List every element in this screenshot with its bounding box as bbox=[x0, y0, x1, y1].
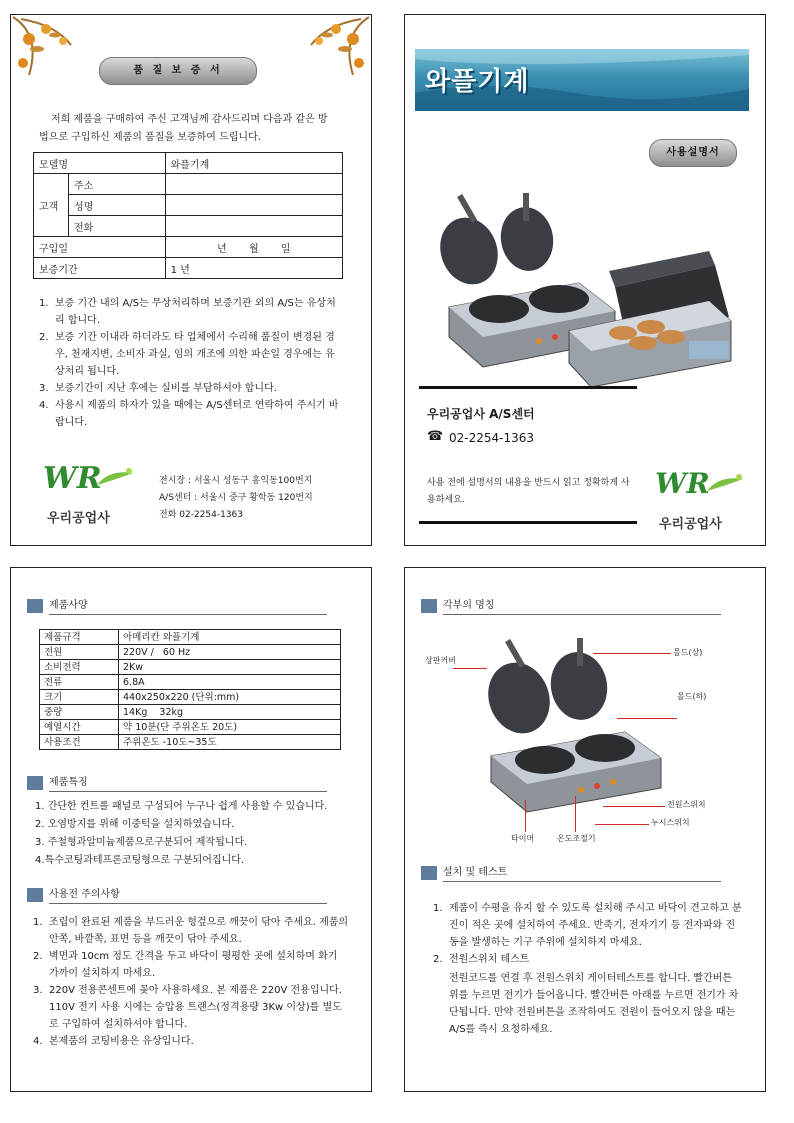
purchase-date-field[interactable]: 년 월 일 bbox=[165, 237, 342, 258]
callout-arrow bbox=[575, 796, 576, 832]
customer-label: 고객 bbox=[34, 174, 69, 237]
waffle-machine-diagram bbox=[475, 636, 675, 816]
table-row: 예열시간 약 10분(단 주위온도 20도) bbox=[40, 720, 341, 735]
logo-mark: WR bbox=[655, 467, 710, 500]
section-square-icon bbox=[27, 599, 43, 613]
list-item: 4. 사용시 제품의 하자가 있을 때에는 A/S센터로 연락하여 주시기 바랍니다. bbox=[39, 400, 339, 428]
parts-page bbox=[404, 567, 766, 1092]
persimmon-decoration-left-icon bbox=[11, 15, 81, 95]
power-test-text: 전원코드를 연결 후 전원스위치 게이터테스트를 합니다. 빨간버튼 위를 누르면 전기가 들어옵니다. 빨간버튼 아래를 누르면 전기가 차단됩니다. 만약 전원버튼을 조작하여도 전원이 들어오지 않을 때는 A/S를 즉시 요청하세요. bbox=[449, 973, 739, 1035]
table-row: 전원 220V / 60 Hz bbox=[40, 645, 341, 660]
list-item: 3. 220V 전용콘센트에 꽂아 사용하세요. 본 제품은 220V 전용입니다. 110V 전기 사용 시에는 승압용 트랜스(정격용량 3Kw 이상)를 별도로 구입하여 설치하셔야 합니다. bbox=[33, 985, 342, 1030]
name-field[interactable] bbox=[165, 195, 342, 216]
persimmon-decoration-right-icon bbox=[301, 15, 371, 95]
table-row: 사용조건 주위온도 -10도~35도 bbox=[40, 735, 341, 750]
callout-top-cover: 상판커버 bbox=[425, 656, 456, 665]
callout-arrow bbox=[453, 668, 487, 669]
spec-table bbox=[39, 629, 341, 750]
callout-power-switch: 전원스위치 bbox=[667, 800, 706, 809]
caution-list bbox=[33, 914, 349, 1050]
warranty-title: 품 질 보 증 서 bbox=[99, 57, 257, 85]
list-item: 4.특수코팅과테프론코팅형으로 구분되어집니다. bbox=[35, 855, 245, 866]
as-center-address: A/S센터 : 서울시 중구 황학동 120번지 bbox=[159, 493, 313, 503]
callout-mold-bottom: 몰드(하) bbox=[677, 692, 707, 701]
list-item: 4. 본제품의 코팅비용은 유상입니다. bbox=[33, 1036, 194, 1047]
manual-badge: 사용설명서 bbox=[649, 139, 737, 167]
callout-thermostat: 온도조절기 bbox=[557, 834, 596, 843]
purchase-date-label: 구입일 bbox=[34, 237, 166, 258]
cover-page bbox=[404, 14, 766, 546]
list-item: 3. 주철형과알미늄제품으로구분되어 제작됩니다. bbox=[35, 837, 248, 848]
install-section-title: 설치 및 테스트 bbox=[421, 864, 721, 882]
company-name: 우리공업사 bbox=[47, 511, 110, 526]
section-square-icon bbox=[421, 599, 437, 613]
list-item: 1. 보증 기간 내의 A/S는 무상처리하며 보증기관 외의 A/S는 유상처리 합니다. bbox=[39, 298, 336, 326]
callout-arrow bbox=[603, 806, 665, 807]
table-row: 소비전력 2Kw bbox=[40, 660, 341, 675]
callout-push-switch: 누시스위치 bbox=[651, 818, 690, 827]
logo-leaf-icon bbox=[95, 467, 135, 489]
table-row: 중량 14Kg 32kg bbox=[40, 705, 341, 720]
callout-arrow bbox=[595, 824, 649, 825]
company-logo bbox=[651, 467, 751, 537]
section-square-icon bbox=[27, 776, 43, 790]
callout-mold-top: 몰드(상) bbox=[673, 648, 703, 657]
callout-arrow bbox=[617, 718, 677, 719]
company-logo bbox=[39, 461, 139, 531]
as-center-title: 우리공업사 A/S센터 bbox=[427, 407, 535, 421]
warranty-period-value: 1 년 bbox=[165, 258, 342, 279]
install-list bbox=[433, 900, 743, 968]
list-item: 1. 제품이 수평을 유지 할 수 있도록 설치해 주시고 바닥이 견고하고 분진이 적은 곳에 설치하여 주세요. 반죽기, 전자기기 등 전자파와 진동을 발생하는 기구 주위에 설치하지 마세요. bbox=[433, 903, 742, 948]
logo-mark: WR bbox=[43, 461, 102, 496]
name-label: 성명 bbox=[69, 195, 166, 216]
callout-arrow bbox=[525, 800, 526, 832]
warranty-table bbox=[33, 152, 343, 279]
spec-section-title: 제품사양 bbox=[27, 597, 327, 615]
spec-page bbox=[10, 567, 372, 1092]
logo-leaf-icon bbox=[705, 473, 745, 495]
table-row: 크기 440x250x220 (단위:mm) bbox=[40, 690, 341, 705]
features-list bbox=[35, 798, 355, 870]
table-row: 전류 6.8A bbox=[40, 675, 341, 690]
callout-timer: 타이머 bbox=[511, 834, 535, 843]
list-item: 1. 조립이 완료된 제품을 부드러운 헝겊으로 깨끗이 닦아 주세요. 제품의 안쪽, 바깥쪽, 표면 등을 깨끗이 닦아 주세요. bbox=[33, 917, 349, 945]
waffle-machine-image bbox=[419, 191, 749, 387]
divider-line-bottom bbox=[419, 521, 637, 524]
as-center-phone: 02-2254-1363 bbox=[449, 431, 535, 445]
list-item: 1. 간단한 컨트롤 패널로 구성되어 누구나 쉽게 사용할 수 있습니다. bbox=[35, 801, 328, 812]
banner-title: 와플기계 bbox=[425, 67, 530, 97]
caution-section-title: 사용전 주의사항 bbox=[27, 886, 327, 904]
warranty-page bbox=[10, 14, 372, 546]
model-label: 모델명 bbox=[34, 153, 166, 174]
telephone-glyph-icon: ☎ bbox=[427, 429, 444, 444]
address-field[interactable] bbox=[165, 174, 342, 195]
list-item: 2. 벽면과 10cm 정도 간격을 두고 바닥이 평평한 곳에 설치하며 화기 가까이 설치하지 마세요. bbox=[33, 951, 338, 979]
list-item: 2. 보증 기간 이내라 하더라도 타 업체에서 수리해 품질이 변경된 경우, 천재지변, 소비자 과실, 임의 개조에 의한 파손일 경우에는 유상처리 됩니다. bbox=[39, 332, 335, 377]
features-section-title: 제품특징 bbox=[27, 774, 327, 792]
usage-notice: 사용 전에 설명서의 내용을 반드시 읽고 정확하게 사용하세요. bbox=[427, 478, 630, 505]
warranty-period-label: 보증기간 bbox=[34, 258, 166, 279]
list-item: 2. 오염방지를 위해 이중턱을 설치하였습니다. bbox=[35, 819, 235, 830]
divider-line bbox=[419, 386, 637, 389]
phone-label: 전화 bbox=[69, 216, 166, 237]
table-row: 제품규격 아메리칸 와플기계 bbox=[40, 630, 341, 645]
store-address: 전시장 : 서울시 성동구 홍익동100번지 bbox=[159, 476, 313, 486]
contact-phone: 전화 02-2254-1363 bbox=[159, 510, 244, 520]
warranty-intro: 저희 제품을 구매하여 주신 고객님께 감사드리며 다음과 같은 방법으로 구입하신 제품의 품질을 보증하여 드립니다. bbox=[39, 114, 328, 143]
section-square-icon bbox=[27, 888, 43, 902]
list-item: 3. 보증기간이 지난 후에는 실비를 부담하셔야 합니다. bbox=[39, 383, 277, 394]
parts-section-title: 각부의 명칭 bbox=[421, 597, 721, 615]
callout-arrow bbox=[593, 653, 671, 654]
address-label: 주소 bbox=[69, 174, 166, 195]
list-item: 2. 전원스위치 테스트 bbox=[433, 954, 530, 965]
phone-field[interactable] bbox=[165, 216, 342, 237]
model-value: 와플기계 bbox=[165, 153, 342, 174]
title-banner bbox=[415, 49, 749, 111]
section-square-icon bbox=[421, 866, 437, 880]
warranty-terms bbox=[39, 295, 341, 431]
company-name: 우리공업사 bbox=[659, 517, 722, 532]
